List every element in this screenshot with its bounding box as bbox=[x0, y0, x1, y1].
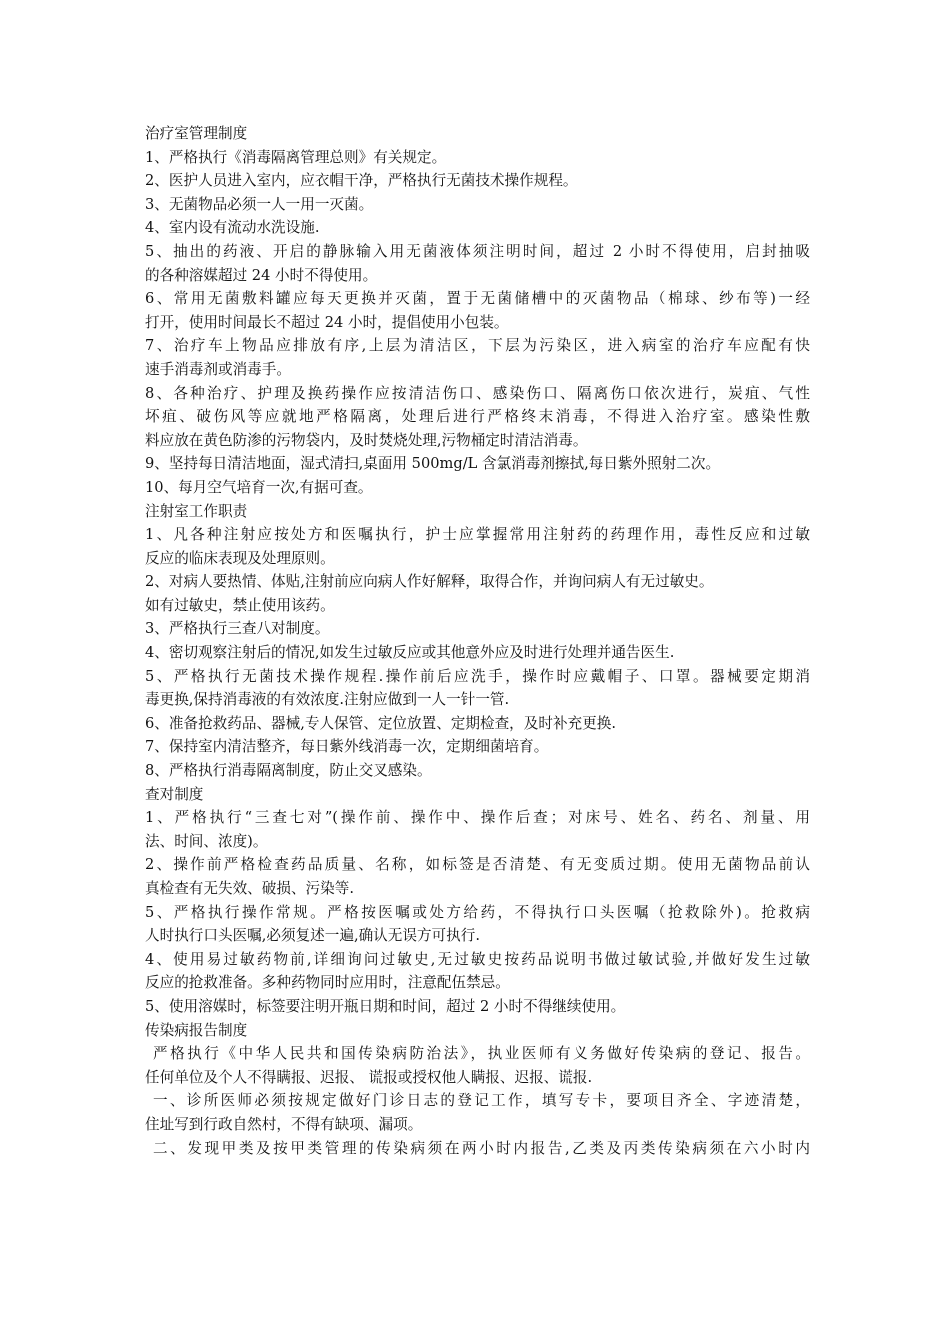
text-line: 法、时间、浓度)。 bbox=[145, 832, 268, 850]
text-line: 一、诊所医师必须按规定做好门诊日志的登记工作，填写专卡，要项目齐全、字迹清楚， bbox=[153, 1092, 810, 1110]
text-line: 反应的临床表现及处理原则。 bbox=[145, 549, 335, 567]
text-line: 4、密切观察注射后的情况,如发生过敏反应或其他意外应及时进行处理并通告医生. bbox=[145, 644, 675, 662]
text-line: 住址写到行政自然村，不得有缺项、漏项。 bbox=[145, 1115, 423, 1133]
section-heading: 传染病报告制度 bbox=[145, 1021, 248, 1039]
text-line: 任何单位及个人不得瞒报、迟报、 谎报或授权他人瞒报、迟报、谎报. bbox=[145, 1068, 593, 1086]
section-heading: 查对制度 bbox=[145, 785, 204, 803]
text-line: 如有过敏史，禁止使用该药。 bbox=[145, 596, 335, 614]
text-line: 7、保持室内清洁整齐，每日紫外线消毒一次，定期细菌培育。 bbox=[145, 738, 549, 756]
text-line: 5、抽出的药液、开启的静脉输入用无菌液体须注明时间，超过 2 小时不得使用，启封抽吸 bbox=[145, 242, 810, 260]
section-heading: 治疗室管理制度 bbox=[145, 125, 248, 142]
document-page bbox=[145, 122, 810, 1160]
text-line: 6、常用无菌敷料罐应每天更换并灭菌，置于无菌储槽中的灭菌物品（棉球、纱布等)一经 bbox=[145, 290, 810, 308]
text-line: 3、无菌物品必须一人一用一灭菌。 bbox=[145, 195, 374, 213]
text-line: 二、发现甲类及按甲类管理的传染病须在两小时内报告,乙类及丙类传染病须在六小时内 bbox=[153, 1139, 810, 1157]
text-line: 速手消毒剂或消毒手。 bbox=[145, 360, 291, 378]
text-line: 2、操作前严格检查药品质量、名称，如标签是否清楚、有无变质过期。使用无菌物品前认 bbox=[145, 856, 810, 874]
text-line: 坏疽、破伤风等应就地严格隔离，处理后进行严格终末消毒，不得进入治疗室。感染性敷 bbox=[145, 408, 810, 426]
text-line: 2、对病人要热情、体贴,注射前应向病人作好解释，取得合作，并询问病人有无过敏史。 bbox=[145, 573, 714, 591]
text-line: 10、每月空气培育一次,有据可查。 bbox=[145, 478, 373, 496]
text-line: 7、治疗车上物品应排放有序,上层为清洁区，下层为污染区，进入病室的治疗车应配有快 bbox=[145, 337, 810, 355]
text-line: 5、严格执行操作常规。严格按医嘱或处方给药，不得执行口头医嘱（抢救除外)。抢救病 bbox=[145, 903, 810, 921]
text-line: 1、凡各种注射应按处方和医嘱执行，护士应掌握常用注射药的药理作用，毒性反应和过敏 bbox=[145, 526, 810, 544]
text-line: 反应的抢救准备。多种药物同时应用时，注意配伍禁忌。 bbox=[145, 974, 510, 992]
text-line: 1、严格执行“三查七对”(操作前、操作中、操作后查；对床号、姓名、药名、剂量、用 bbox=[145, 809, 810, 827]
text-line: 4、室内设有流动水洗设施. bbox=[145, 219, 320, 237]
text-line: 毒更换,保持消毒液的有效浓度.注射应做到一人一针一管. bbox=[145, 691, 510, 709]
text-line: 9、坚持每日清洁地面，湿式清扫,桌面用 500mg/L 含氯消毒剂擦拭,每日紫外照射二次。 bbox=[145, 455, 721, 473]
text-line: 料应放在黄色防渗的污物袋内，及时焚烧处理,污物桶定时清洁消毒。 bbox=[145, 431, 588, 449]
text-line: 8、各种治疗、护理及换药操作应按清洁伤口、感染伤口、隔离伤口依次进行，炭疽、气性 bbox=[145, 384, 810, 402]
text-line: 6、准备抢救药品、器械,专人保管、定位放置、定期检查，及时补充更换. bbox=[145, 714, 616, 732]
text-line: 人时执行口头医嘱,必须复述一遍,确认无误方可执行. bbox=[145, 927, 480, 945]
text-line: 5、严格执行无菌技术操作规程.操作前后应洗手，操作时应戴帽子、口罩。器械要定期消 bbox=[145, 667, 810, 685]
text-line: 1、严格执行《消毒隔离管理总则》有关规定。 bbox=[145, 148, 447, 166]
text-line: 打开，使用时间最长不超过 24 小时，提倡使用小包装。 bbox=[145, 313, 509, 331]
text-line: 4、使用易过敏药物前,详细询问过敏史,无过敏史按药品说明书做过敏试验,并做好发生过敏 bbox=[145, 950, 810, 968]
text-line: 2、医护人员进入室内，应衣帽干净，严格执行无菌技术操作规程。 bbox=[145, 172, 578, 190]
text-line: 8、严格执行消毒隔离制度，防止交叉感染。 bbox=[145, 762, 432, 780]
text-line: 3、严格执行三查八对制度。 bbox=[145, 620, 330, 638]
section-heading: 注射室工作职责 bbox=[145, 502, 248, 520]
text-line: 5、使用溶媒时，标签要注明开瓶日期和时间，超过 2 小时不得继续使用。 bbox=[145, 997, 626, 1015]
text-line: 严格执行《中华人民共和国传染病防治法》，执业医师有义务做好传染病的登记、报告。 bbox=[153, 1045, 810, 1063]
text-line: 真检查有无失效、破损、污染等. bbox=[145, 880, 354, 897]
text-line: 的各种溶媒超过 24 小时不得使用。 bbox=[145, 266, 378, 284]
